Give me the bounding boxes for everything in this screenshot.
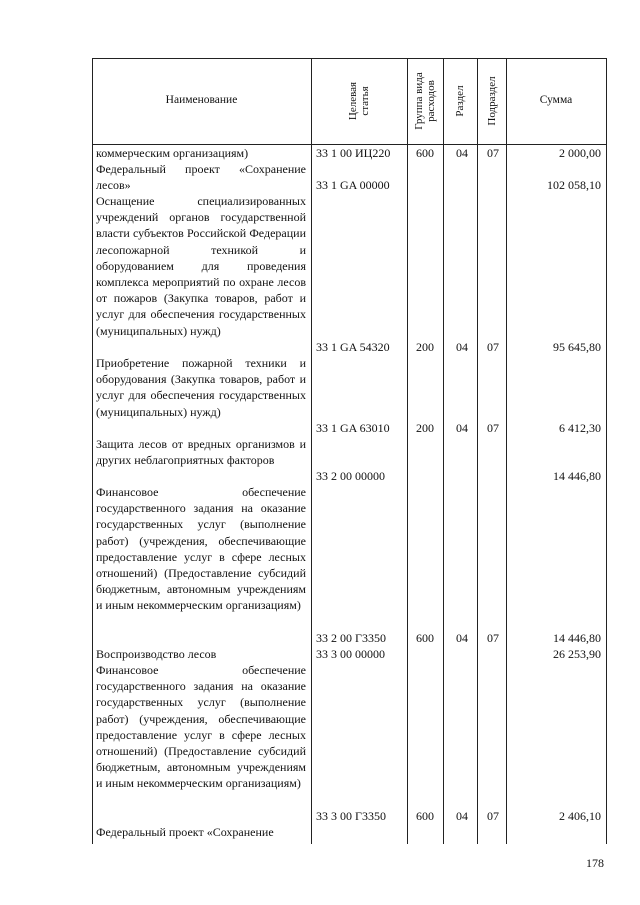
row-name: Федеральный проект «Сохранение лесов» xyxy=(96,162,306,193)
row-name: Воспроизводство лесов xyxy=(96,647,217,661)
row-subsection: 07 xyxy=(487,421,499,435)
header-amount: Сумма xyxy=(539,94,573,106)
row-name: Приобретение пожарной техники и оборудования (Закупка товаров, работ и услуг для обеспечения государственных (муниципальных) нужд) xyxy=(96,356,306,419)
row-name: Федеральный проект «Сохранение xyxy=(96,825,274,839)
row-amount: 6 412,30 xyxy=(559,421,601,435)
column-divider xyxy=(311,58,312,844)
row-subsection: 07 xyxy=(487,340,499,354)
header-target: Целевая статья xyxy=(347,81,371,121)
row-amount: 95 645,80 xyxy=(553,340,601,354)
row-amount: 14 446,80 xyxy=(553,469,601,483)
row-name: коммерческим организациям) xyxy=(96,146,249,160)
row-code: 33 1 GA 00000 xyxy=(316,178,390,192)
row-name: Финансовое обеспечение государственного задания на оказание государственных услуг (выполнение работ) (учреждения, обеспечивающие предоставление услуг в сфере лесных отношений) (Предоставление субсидий бюджетным, автономным учреждениям и иным некоммерческим организациям) xyxy=(96,663,306,791)
row-name: Защита лесов от вредных организмов и других неблагоприятных факторов xyxy=(96,437,306,468)
row-section: 04 xyxy=(456,421,468,435)
row-section: 04 xyxy=(456,631,468,645)
row-group: 600 xyxy=(416,146,434,160)
column-divider xyxy=(606,58,607,844)
row-code: 33 1 GA 63010 xyxy=(316,421,390,435)
row-amount: 2 406,10 xyxy=(559,809,601,823)
row-group: 200 xyxy=(416,340,434,354)
page-number: 178 xyxy=(586,856,604,870)
row-code: 33 2 00 00000 xyxy=(316,469,385,483)
row-name: Оснащение специализированных учреждений органов государственной власти субъектов Российской Федерации лесопожарной техникой и оборудованием для проведения комплекса мероприятий по охране лесов от пожаров (Закупка товаров, работ и услуг для обеспечения государственных (муниципальных) нужд) xyxy=(96,194,306,338)
row-amount: 14 446,80 xyxy=(553,631,601,645)
column-divider xyxy=(506,58,507,844)
header-section: Раздел xyxy=(454,85,466,117)
row-name: Финансовое обеспечение государственного задания на оказание государственных услуг (выполнение работ) (учреждения, обеспечивающие предоставление услуг в сфере лесных отношений) (Предоставление субсидий бюджетным, автономным учреждениям и иным некоммерческим организациям) xyxy=(96,485,306,613)
header-group: Группа вида расходов xyxy=(413,72,437,130)
row-group: 600 xyxy=(416,809,434,823)
row-section: 04 xyxy=(456,809,468,823)
column-divider xyxy=(92,58,93,844)
row-code: 33 3 00 Г3350 xyxy=(316,809,386,823)
column-divider xyxy=(443,58,444,844)
row-code: 33 1 GA 54320 xyxy=(316,340,390,354)
row-amount: 102 058,10 xyxy=(547,178,601,192)
row-section: 04 xyxy=(456,340,468,354)
row-subsection: 07 xyxy=(487,809,499,823)
row-code: 33 3 00 00000 xyxy=(316,647,385,661)
table-top-border xyxy=(92,58,607,59)
row-amount: 2 000,00 xyxy=(559,146,601,160)
header-name: Наименование xyxy=(165,94,238,106)
row-code: 33 1 00 ИЦ220 xyxy=(316,146,391,160)
column-divider xyxy=(477,58,478,844)
row-subsection: 07 xyxy=(487,631,499,645)
row-group: 600 xyxy=(416,631,434,645)
column-divider xyxy=(407,58,408,844)
row-group: 200 xyxy=(416,421,434,435)
row-code: 33 2 00 Г3350 xyxy=(316,631,386,645)
row-amount: 26 253,90 xyxy=(553,647,601,661)
row-section: 04 xyxy=(456,146,468,160)
row-subsection: 07 xyxy=(487,146,499,160)
header-subsection: Подраздел xyxy=(486,76,498,126)
